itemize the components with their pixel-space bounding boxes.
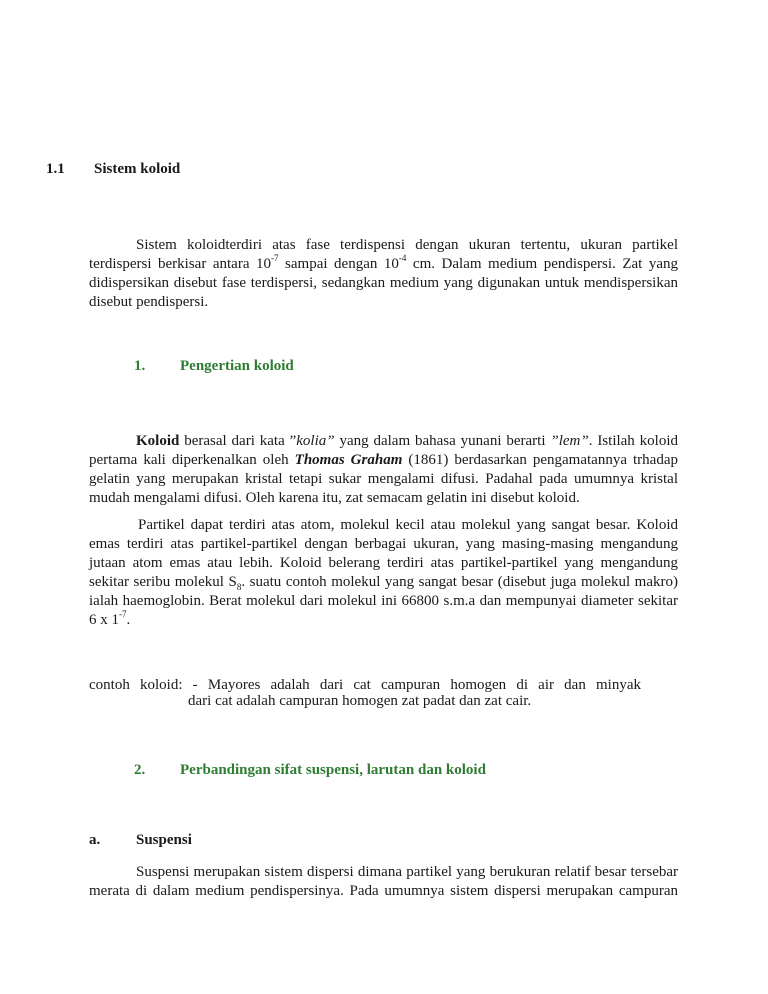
koloid-line-4: mudah mengalami difusi. Oleh karena itu, zat semacam gelatin ini disebut koloid. [89, 490, 580, 506]
koloid-line-1: Koloid berasal dari kata ”kolia” yang dalam bahasa yunani berarti ”lem”. Istilah koloid [136, 433, 679, 449]
subheading-a-title: Suspensi [136, 832, 192, 848]
partikel-line-3: jutaan atom emas atau lebih. Koloid belerang terdiri atas partikel-partikel yang mengandung [89, 555, 678, 571]
partikel-line-4: sekitar seribu molekul $S_8$. suatu contoh molekul yang sangat besar (disebut juga molekul makro) [89, 574, 678, 592]
heading-2-title: Perbandingan sifat suspensi, larutan dan koloid [180, 762, 486, 778]
heading-1-number: 1. [134, 358, 146, 374]
koloid-line-2: pertama kali diperkenalkan oleh Thomas Graham (1861) berdasarkan pengamatannya trhadap [89, 452, 678, 468]
intro-line-2: terdispersi berkisar antara $10^{-7}$ sampai dengan $10^{-4}$ cm. Dalam medium pendispersi. Zat yang [89, 253, 678, 272]
intro-line-1: Sistem koloidterdiri atas fase terdispensi dengan ukuran tertentu, ukuran partikel [136, 237, 678, 253]
subheading-a-label: a. [89, 832, 101, 848]
intro-line-4: disebut pendispersi. [89, 294, 209, 310]
suspensi-line-1: Suspensi merupakan sistem dispersi dimana partikel yang berukuran relatif besar tersebar [136, 864, 678, 880]
example-line-2: dari cat adalah campuran homogen zat padat dan zat cair. [188, 693, 532, 709]
partikel-line-2: emas terdiri atas partikel-partikel dengan berbagai ukuran, yang masing-masing mengandung [89, 536, 678, 552]
heading-2-number: 2. [134, 762, 146, 778]
partikel-line-1: Partikel dapat terdiri atas atom, molekul kecil atau molekul yang sangat besar. Koloid [138, 517, 678, 533]
koloid-paragraph [89, 432, 678, 508]
heading-1-title: Pengertian koloid [180, 358, 294, 374]
intro-line-3: didispersikan disebut fase terdispersi, sedangkan medium yang digunakan untuk mendispersikan [89, 275, 678, 291]
section-number: 1.1 [46, 161, 65, 177]
partikel-line-6: 6 x $1^{-7}$. [89, 609, 131, 628]
partikel-paragraph [89, 516, 678, 630]
example-line-1: contoh koloid: - Mayores adalah dari cat campuran homogen di air dan minyak [89, 677, 641, 693]
section-title: Sistem koloid [94, 161, 181, 177]
koloid-line-3: gelatin yang merupakan kristal tetapi sukar mengalami difusi. Padahal pada umumnya kristal [89, 471, 678, 487]
suspensi-paragraph [89, 863, 678, 901]
suspensi-line-2: merata di dalam medium pendispersinya. Pada umumnya sistem dispersi merupakan campuran [89, 883, 678, 899]
partikel-line-5: ialah haemoglobin. Berat molekul dari molekul ini 66800 s.m.a dan mempunyai diameter sekitar [89, 593, 678, 609]
intro-paragraph [89, 236, 678, 312]
